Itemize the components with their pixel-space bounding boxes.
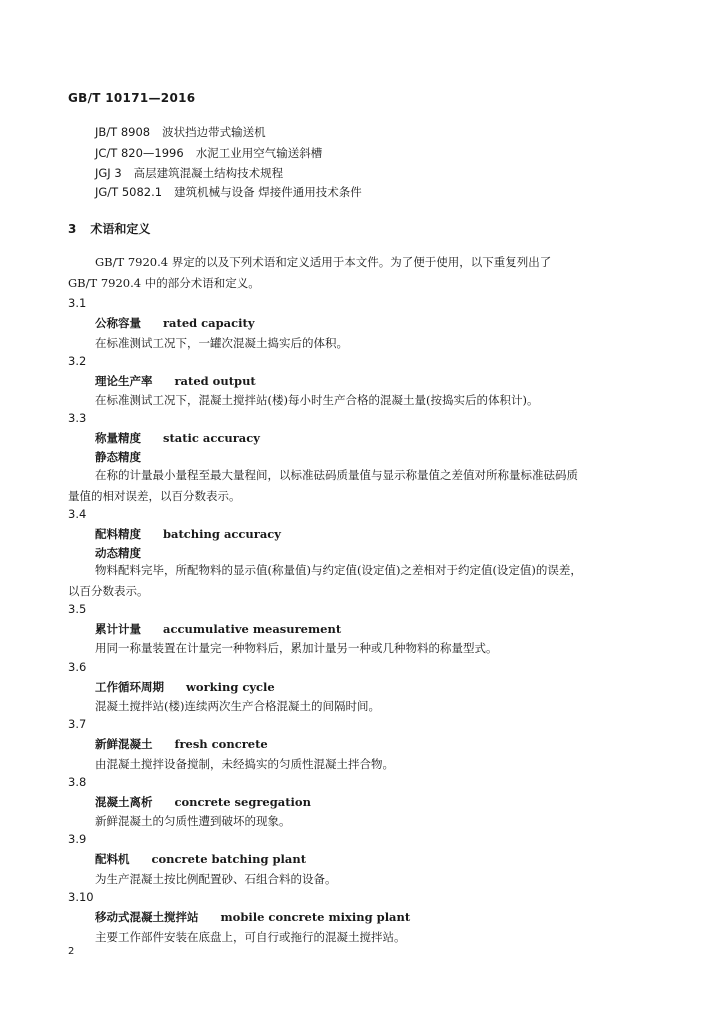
reference-code: JB/T 8908 bbox=[95, 125, 151, 139]
term-heading bbox=[95, 621, 341, 637]
term-cn: 理论生产率 bbox=[95, 374, 153, 388]
section-number: 3 bbox=[68, 222, 77, 236]
term-definition: 在标准测试工况下，混凝土搅拌站(楼)每小时生产合格的混凝土量(按捣实后的体积计)。 bbox=[95, 393, 539, 407]
term-en: concrete segregation bbox=[174, 795, 311, 809]
term-heading bbox=[95, 315, 255, 331]
term-number: 3.8 bbox=[68, 775, 87, 789]
term-definition: 为生产混凝土按比例配置砂、石组合料的设备。 bbox=[95, 872, 337, 886]
term-cn: 混凝土离析 bbox=[95, 795, 153, 809]
intro-line-1: GB/T 7920.4 界定的以及下列术语和定义适用于本文件。为了便于使用，以下重复列出了 bbox=[95, 255, 552, 269]
term-heading bbox=[95, 526, 281, 542]
term-en: fresh concrete bbox=[174, 737, 268, 751]
term-definition: 主要工作部件安装在底盘上，可自行或拖行的混凝土搅拌站。 bbox=[95, 930, 406, 944]
term-en: accumulative measurement bbox=[163, 622, 342, 636]
reference-item bbox=[95, 124, 266, 140]
term-en: mobile concrete mixing plant bbox=[220, 910, 411, 924]
definition-line-1: 物料配料完毕，所配物料的显示值(称量值)与约定值(设定值)之差相对于约定值(设定值)的误差， bbox=[95, 563, 582, 577]
term-cn: 工作循环周期 bbox=[95, 680, 164, 694]
term-en: rated output bbox=[174, 374, 256, 388]
reference-title: 高层建筑混凝土结构技术规程 bbox=[133, 166, 284, 180]
term-cn: 移动式混凝土搅拌站 bbox=[95, 910, 199, 924]
reference-item bbox=[95, 165, 283, 181]
reference-code: JC/T 820—1996 bbox=[95, 146, 184, 160]
term-number: 3.10 bbox=[68, 890, 94, 904]
term-cn: 配料机 bbox=[95, 852, 130, 866]
section-heading bbox=[68, 220, 150, 237]
term-number: 3.5 bbox=[68, 602, 87, 616]
term-cn: 配料精度 bbox=[95, 527, 141, 541]
term-alternative: 动态精度 bbox=[95, 546, 141, 560]
term-cn: 公称容量 bbox=[95, 316, 141, 330]
term-definition: 由混凝土搅拌设备搅制，未经捣实的匀质性混凝土拌合物。 bbox=[95, 757, 394, 771]
term-definition: 用同一称量装置在计量完一种物料后，累加计量另一种或几种物料的称量型式。 bbox=[95, 641, 498, 655]
term-cn: 称量精度 bbox=[95, 431, 141, 445]
term-heading bbox=[95, 373, 256, 389]
term-alternative: 静态精度 bbox=[95, 450, 141, 464]
term-number: 3.1 bbox=[68, 296, 87, 310]
term-definition: 新鲜混凝土的匀质性遭到破坏的现象。 bbox=[95, 814, 291, 828]
term-heading bbox=[95, 909, 410, 925]
term-number: 3.3 bbox=[68, 411, 87, 425]
term-heading bbox=[95, 736, 268, 752]
term-definition: 在标准测试工况下，一罐次混凝土捣实后的体积。 bbox=[95, 336, 348, 350]
intro-line-2: GB/T 7920.4 中的部分术语和定义。 bbox=[68, 276, 260, 290]
term-number: 3.9 bbox=[68, 832, 87, 846]
page-number: 2 bbox=[68, 946, 75, 957]
term-en: batching accuracy bbox=[163, 527, 281, 541]
term-cn: 累计计量 bbox=[95, 622, 141, 636]
term-en: concrete batching plant bbox=[151, 852, 307, 866]
term-number: 3.7 bbox=[68, 717, 87, 731]
definition-line-2: 量值的相对误差，以百分数表示。 bbox=[68, 489, 241, 503]
definition-line-1: 在称的计量最小量程至最大量程间，以标准砝码质量值与显示称量值之差值对所称量标准砝码质 bbox=[95, 468, 578, 482]
term-number: 3.2 bbox=[68, 354, 87, 368]
reference-code: JGJ 3 bbox=[95, 166, 122, 180]
reference-item bbox=[95, 145, 322, 161]
term-number: 3.6 bbox=[68, 660, 87, 674]
term-heading bbox=[95, 430, 260, 446]
standard-code: GB/T 10171—2016 bbox=[68, 91, 196, 105]
term-en: working cycle bbox=[186, 680, 275, 694]
term-heading bbox=[95, 851, 306, 867]
intro-paragraph bbox=[68, 252, 660, 294]
reference-code: JG/T 5082.1 bbox=[95, 185, 163, 199]
reference-item bbox=[95, 184, 362, 200]
definition-line-2: 以百分数表示。 bbox=[68, 584, 149, 598]
term-definition bbox=[68, 560, 660, 602]
term-en: static accuracy bbox=[163, 431, 260, 445]
reference-title: 波状挡边带式输送机 bbox=[162, 125, 266, 139]
term-heading bbox=[95, 794, 311, 810]
section-title: 术语和定义 bbox=[90, 222, 151, 236]
term-heading bbox=[95, 679, 275, 695]
reference-title: 水泥工业用空气输送斜槽 bbox=[195, 146, 323, 160]
reference-title: 建筑机械与设备 焊接件通用技术条件 bbox=[174, 185, 362, 199]
term-en: rated capacity bbox=[163, 316, 255, 330]
term-definition: 混凝土搅拌站(楼)连续两次生产合格混凝土的间隔时间。 bbox=[95, 699, 380, 713]
term-number: 3.4 bbox=[68, 507, 87, 521]
term-cn: 新鲜混凝土 bbox=[95, 737, 153, 751]
term-definition bbox=[68, 465, 660, 507]
